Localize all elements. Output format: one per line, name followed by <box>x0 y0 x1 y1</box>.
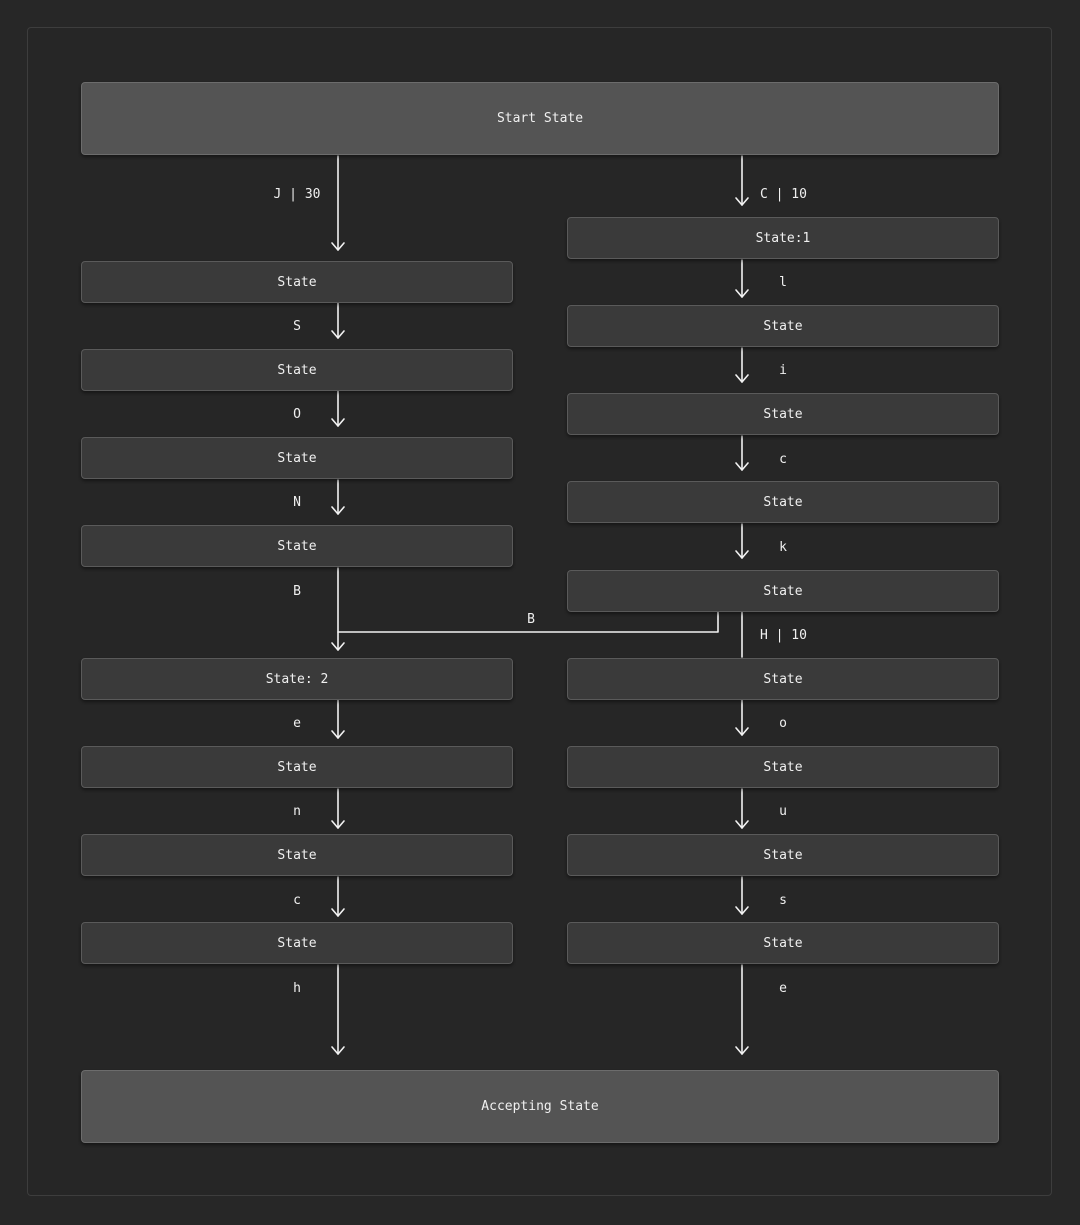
cross-edge-label: B <box>527 612 535 627</box>
right-edge-label-5: H | 10 <box>760 628 807 643</box>
left-edge-label-3: N <box>293 495 301 510</box>
right-state-2[interactable]: State <box>567 305 999 347</box>
right-state-8[interactable]: State <box>567 834 999 876</box>
right-state-3[interactable]: State <box>567 393 999 435</box>
left-state-4[interactable]: State <box>81 525 513 567</box>
accepting-state-node[interactable]: Accepting State <box>81 1070 999 1143</box>
left-edge-label-7: c <box>293 893 301 908</box>
right-edge-label-4: k <box>779 540 787 555</box>
right-edge-label-3: c <box>779 452 787 467</box>
left-edge-label-6: n <box>293 804 301 819</box>
left-edge-label-8: h <box>293 981 301 996</box>
left-state-5[interactable]: State: 2 <box>81 658 513 700</box>
right-edge-label-1: l <box>779 275 787 290</box>
right-state-5[interactable]: State <box>567 570 999 612</box>
right-edge-label-8: s <box>779 893 787 908</box>
left-edge-label-5: e <box>293 716 301 731</box>
right-entry-label: C | 10 <box>760 187 807 202</box>
left-state-2[interactable]: State <box>81 349 513 391</box>
left-state-6[interactable]: State <box>81 746 513 788</box>
right-state-9[interactable]: State <box>567 922 999 964</box>
left-entry-label: J | 30 <box>273 187 321 202</box>
start-state-node[interactable]: Start State <box>81 82 999 155</box>
left-state-7[interactable]: State <box>81 834 513 876</box>
left-state-8[interactable]: State <box>81 922 513 964</box>
right-state-1[interactable]: State:1 <box>567 217 999 259</box>
left-state-1[interactable]: State <box>81 261 513 303</box>
left-edge-label-4: B <box>293 584 301 599</box>
right-state-6[interactable]: State <box>567 658 999 700</box>
left-state-3[interactable]: State <box>81 437 513 479</box>
right-state-7[interactable]: State <box>567 746 999 788</box>
left-edge-label-1: S <box>293 319 301 334</box>
left-edge-label-2: O <box>293 407 301 422</box>
right-edge-label-9: e <box>779 981 787 996</box>
right-edge-label-7: u <box>779 804 787 819</box>
right-edge-label-2: i <box>779 363 787 378</box>
right-state-4[interactable]: State <box>567 481 999 523</box>
right-edge-label-6: o <box>779 716 787 731</box>
